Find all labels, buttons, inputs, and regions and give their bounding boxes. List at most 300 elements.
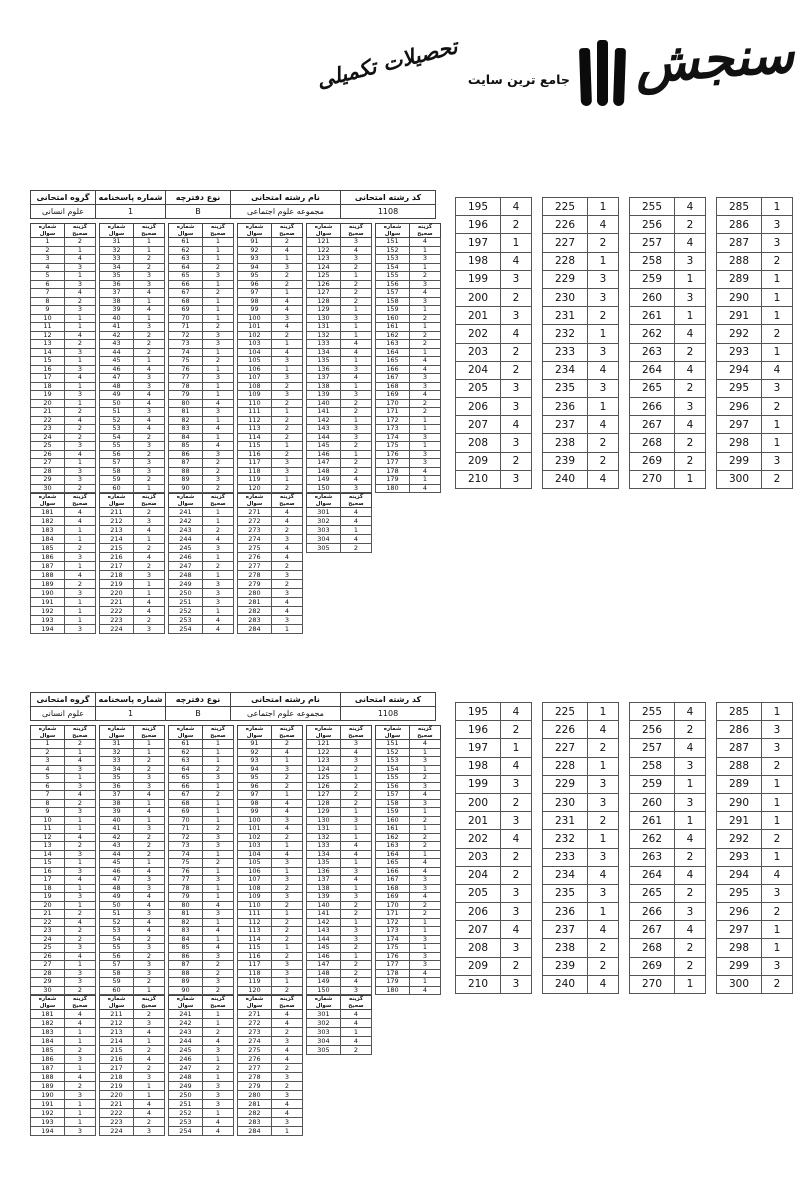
question-number-cell: 126 xyxy=(307,280,341,289)
question-number-cell: 11 xyxy=(31,323,65,332)
question-number-cell: 235 xyxy=(543,379,588,397)
question-number-cell: 25 xyxy=(31,944,65,953)
question-number-cell: 241 xyxy=(169,1010,203,1019)
correct-answer-cell: 4 xyxy=(410,867,441,876)
correct-answer-cell: 2 xyxy=(410,842,441,851)
question-number-cell: 261 xyxy=(630,812,675,830)
question-number-cell: 75 xyxy=(169,859,203,868)
question-number-cell: 116 xyxy=(238,952,272,961)
correct-answer-cell: 3 xyxy=(134,467,165,476)
question-number-cell: 52 xyxy=(100,918,134,927)
question-number-cell: 225 xyxy=(543,198,588,216)
correct-answer-cell: 1 xyxy=(588,757,619,775)
correct-answer-cell: 2 xyxy=(134,340,165,349)
question-number-cell: 78 xyxy=(169,382,203,391)
correct-answer-cell: 4 xyxy=(675,325,706,343)
question-number-cell: 94 xyxy=(238,765,272,774)
correct-answer-cell: 3 xyxy=(203,580,234,589)
correct-option-column-header: گزینه صحیح xyxy=(65,494,96,508)
correct-answer-cell: 2 xyxy=(272,918,303,927)
exam-info-label: گروه امتحانی xyxy=(31,191,96,205)
correct-answer-cell: 3 xyxy=(134,571,165,580)
correct-answer-cell: 4 xyxy=(501,416,532,434)
question-number-cell: 148 xyxy=(307,467,341,476)
correct-answer-cell: 4 xyxy=(134,289,165,298)
correct-answer-cell: 1 xyxy=(341,306,372,315)
question-number-cell: 297 xyxy=(717,416,762,434)
correct-answer-cell: 1 xyxy=(65,323,96,332)
question-number-cell: 70 xyxy=(169,816,203,825)
question-number-cell: 24 xyxy=(31,935,65,944)
correct-answer-cell: 1 xyxy=(65,1037,96,1046)
question-number-cell: 100 xyxy=(238,816,272,825)
correct-answer-cell: 1 xyxy=(203,740,234,749)
question-number-cell: 65 xyxy=(169,272,203,281)
question-number-cell: 165 xyxy=(376,357,410,366)
question-number-cell: 17 xyxy=(31,876,65,885)
correct-answer-cell: 3 xyxy=(588,343,619,361)
correct-answer-cell: 2 xyxy=(501,957,532,975)
correct-answer-cell: 2 xyxy=(762,903,793,921)
correct-answer-cell: 1 xyxy=(65,961,96,970)
question-number-cell: 22 xyxy=(31,416,65,425)
correct-answer-cell: 4 xyxy=(341,1037,372,1046)
question-number-cell: 14 xyxy=(31,850,65,859)
question-number-cell: 202 xyxy=(456,325,501,343)
correct-answer-cell: 3 xyxy=(341,484,372,493)
correct-answer-cell: 4 xyxy=(341,246,372,255)
answers-271-284 xyxy=(237,493,303,634)
question-number-cell: 28 xyxy=(31,969,65,978)
correct-answer-cell: 2 xyxy=(134,1064,165,1073)
correct-answer-cell: 1 xyxy=(203,306,234,315)
correct-answer-cell: 1 xyxy=(134,816,165,825)
question-number-cell: 33 xyxy=(100,757,134,766)
question-number-cell: 64 xyxy=(169,263,203,272)
question-number-cell: 128 xyxy=(307,297,341,306)
question-number-cell: 173 xyxy=(376,425,410,434)
correct-answer-cell: 3 xyxy=(501,939,532,957)
question-number-cell: 234 xyxy=(543,866,588,884)
question-number-cell: 302 xyxy=(307,517,341,526)
correct-answer-cell: 2 xyxy=(675,848,706,866)
correct-answer-cell: 1 xyxy=(341,1028,372,1037)
correct-answer-cell: 3 xyxy=(272,374,303,383)
correct-answer-cell: 2 xyxy=(501,866,532,884)
correct-answer-cell: 2 xyxy=(65,484,96,493)
question-number-cell: 48 xyxy=(100,884,134,893)
answers-301-305 xyxy=(306,995,372,1055)
correct-option-column-header: گزینه صحیح xyxy=(134,494,165,508)
question-number-cell: 72 xyxy=(169,331,203,340)
correct-answer-cell: 2 xyxy=(65,842,96,851)
correct-answer-cell: 1 xyxy=(65,825,96,834)
correct-answer-cell: 3 xyxy=(410,884,441,893)
correct-answer-cell: 1 xyxy=(203,391,234,400)
correct-answer-cell: 3 xyxy=(341,935,372,944)
question-number-cell: 289 xyxy=(717,270,762,288)
correct-option-column-header: گزینه صحیح xyxy=(203,224,234,238)
correct-answer-cell: 4 xyxy=(341,535,372,544)
question-number-cell: 258 xyxy=(630,757,675,775)
correct-answer-cell: 4 xyxy=(65,571,96,580)
question-number-cell: 165 xyxy=(376,859,410,868)
answers-151-180 xyxy=(375,725,441,995)
question-number-cell: 219 xyxy=(100,580,134,589)
correct-answer-cell: 4 xyxy=(341,1010,372,1019)
question-number-cell: 171 xyxy=(376,408,410,417)
correct-option-column-header: گزینه صحیح xyxy=(134,224,165,238)
correct-answer-cell: 4 xyxy=(134,1055,165,1064)
question-number-cell: 186 xyxy=(31,553,65,562)
question-number-cell: 183 xyxy=(31,1028,65,1037)
correct-answer-cell: 2 xyxy=(134,508,165,517)
exam-info-value: مجموعه علوم اجتماعی xyxy=(231,707,341,721)
question-number-cell: 117 xyxy=(238,961,272,970)
question-number-cell: 39 xyxy=(100,808,134,817)
question-number-cell: 42 xyxy=(100,833,134,842)
question-number-cell: 268 xyxy=(630,939,675,957)
question-number-cell: 19 xyxy=(31,391,65,400)
correct-answer-cell: 1 xyxy=(410,978,441,987)
question-number-cell: 298 xyxy=(717,939,762,957)
correct-answer-cell: 3 xyxy=(272,969,303,978)
question-number-cell: 228 xyxy=(543,757,588,775)
question-number-cell: 226 xyxy=(543,721,588,739)
correct-answer-cell: 4 xyxy=(341,842,372,851)
question-number-cell: 252 xyxy=(169,607,203,616)
question-number-cell: 5 xyxy=(31,774,65,783)
question-number-cell: 266 xyxy=(630,903,675,921)
correct-answer-cell: 1 xyxy=(410,918,441,927)
correct-answer-cell: 4 xyxy=(272,1019,303,1028)
question-number-cell: 176 xyxy=(376,450,410,459)
answers-1-30 xyxy=(30,223,96,493)
question-number-cell: 181 xyxy=(31,1010,65,1019)
question-number-cell: 295 xyxy=(717,379,762,397)
question-number-cell: 109 xyxy=(238,893,272,902)
question-number-cell: 201 xyxy=(456,307,501,325)
correct-answer-cell: 3 xyxy=(272,961,303,970)
question-number-column-header: شماره سوال xyxy=(169,494,203,508)
question-number-cell: 292 xyxy=(717,830,762,848)
correct-answer-cell: 3 xyxy=(65,280,96,289)
correct-answer-cell: 1 xyxy=(134,986,165,995)
correct-answer-cell: 2 xyxy=(675,434,706,452)
question-number-cell: 239 xyxy=(543,452,588,470)
question-number-cell: 10 xyxy=(31,314,65,323)
correct-answer-cell: 2 xyxy=(65,544,96,553)
question-number-cell: 45 xyxy=(100,859,134,868)
question-number-cell: 37 xyxy=(100,289,134,298)
correct-answer-cell: 1 xyxy=(65,382,96,391)
question-number-cell: 15 xyxy=(31,859,65,868)
question-number-cell: 290 xyxy=(717,288,762,306)
question-number-cell: 188 xyxy=(31,571,65,580)
correct-answer-cell: 1 xyxy=(410,476,441,485)
question-number-cell: 181 xyxy=(31,508,65,517)
question-number-cell: 280 xyxy=(238,1091,272,1100)
correct-answer-cell: 1 xyxy=(203,314,234,323)
correct-answer-cell: 1 xyxy=(675,307,706,325)
answers-91-120 xyxy=(237,223,303,493)
answers-31-60 xyxy=(99,725,165,995)
question-number-cell: 137 xyxy=(307,374,341,383)
question-number-cell: 190 xyxy=(31,1091,65,1100)
question-number-cell: 4 xyxy=(31,263,65,272)
correct-answer-cell: 2 xyxy=(272,935,303,944)
question-number-cell: 129 xyxy=(307,808,341,817)
correct-answer-cell: 4 xyxy=(272,1010,303,1019)
question-number-cell: 172 xyxy=(376,416,410,425)
correct-answer-cell: 4 xyxy=(203,927,234,936)
correct-answer-cell: 3 xyxy=(203,1091,234,1100)
correct-answer-cell: 3 xyxy=(272,535,303,544)
correct-answer-cell: 2 xyxy=(134,765,165,774)
question-number-cell: 260 xyxy=(630,793,675,811)
correct-answer-cell: 3 xyxy=(501,379,532,397)
question-number-column-header: شماره سوال xyxy=(238,494,272,508)
correct-answer-cell: 3 xyxy=(501,307,532,325)
correct-answer-cell: 1 xyxy=(203,416,234,425)
question-number-cell: 202 xyxy=(456,830,501,848)
correct-answer-cell: 3 xyxy=(762,234,793,252)
correct-answer-cell: 2 xyxy=(272,450,303,459)
correct-answer-cell: 1 xyxy=(341,382,372,391)
question-number-cell: 182 xyxy=(31,517,65,526)
correct-answer-cell: 1 xyxy=(65,607,96,616)
correct-option-column-header: گزینه صحیح xyxy=(134,726,165,740)
question-number-cell: 100 xyxy=(238,314,272,323)
correct-answer-cell: 3 xyxy=(203,450,234,459)
question-number-cell: 189 xyxy=(31,1082,65,1091)
correct-answer-cell: 4 xyxy=(588,721,619,739)
correct-answer-cell: 1 xyxy=(675,975,706,993)
correct-answer-cell: 3 xyxy=(134,944,165,953)
question-number-cell: 277 xyxy=(238,562,272,571)
correct-answer-cell: 2 xyxy=(134,348,165,357)
correct-answer-cell: 2 xyxy=(410,331,441,340)
correct-answer-cell: 2 xyxy=(65,580,96,589)
correct-answer-cell: 4 xyxy=(588,470,619,488)
question-number-cell: 254 xyxy=(169,625,203,634)
question-number-cell: 247 xyxy=(169,562,203,571)
question-number-cell: 95 xyxy=(238,774,272,783)
question-number-cell: 229 xyxy=(543,270,588,288)
question-number-cell: 223 xyxy=(100,616,134,625)
question-number-cell: 245 xyxy=(169,1046,203,1055)
question-number-cell: 23 xyxy=(31,927,65,936)
correct-answer-cell: 3 xyxy=(272,357,303,366)
question-number-cell: 148 xyxy=(307,969,341,978)
question-number-cell: 171 xyxy=(376,910,410,919)
correct-answer-cell: 1 xyxy=(272,365,303,374)
question-number-cell: 134 xyxy=(307,348,341,357)
question-number-cell: 175 xyxy=(376,944,410,953)
correct-answer-cell: 4 xyxy=(341,476,372,485)
answers-285-300 xyxy=(716,702,793,994)
correct-answer-cell: 2 xyxy=(341,791,372,800)
correct-answer-cell: 3 xyxy=(272,876,303,885)
question-number-cell: 294 xyxy=(717,361,762,379)
question-number-cell: 215 xyxy=(100,1046,134,1055)
question-number-column-header: شماره سوال xyxy=(100,996,134,1010)
correct-answer-cell: 2 xyxy=(675,957,706,975)
question-number-cell: 112 xyxy=(238,416,272,425)
correct-answer-cell: 2 xyxy=(410,272,441,281)
question-number-cell: 1 xyxy=(31,740,65,749)
correct-answer-cell: 3 xyxy=(501,884,532,902)
question-number-cell: 269 xyxy=(630,957,675,975)
correct-answer-cell: 2 xyxy=(203,986,234,995)
correct-answer-cell: 4 xyxy=(588,921,619,939)
correct-answer-cell: 2 xyxy=(65,1046,96,1055)
correct-answer-cell: 1 xyxy=(65,598,96,607)
question-number-cell: 62 xyxy=(169,748,203,757)
question-number-cell: 40 xyxy=(100,816,134,825)
question-number-cell: 247 xyxy=(169,1064,203,1073)
correct-answer-cell: 1 xyxy=(410,263,441,272)
question-number-cell: 59 xyxy=(100,476,134,485)
question-number-cell: 300 xyxy=(717,470,762,488)
correct-answer-cell: 3 xyxy=(588,884,619,902)
question-number-cell: 168 xyxy=(376,382,410,391)
question-number-cell: 71 xyxy=(169,825,203,834)
question-number-cell: 301 xyxy=(307,508,341,517)
correct-answer-cell: 2 xyxy=(588,434,619,452)
correct-answer-cell: 1 xyxy=(410,825,441,834)
correct-answer-cell: 3 xyxy=(203,842,234,851)
question-number-cell: 109 xyxy=(238,391,272,400)
correct-answer-cell: 1 xyxy=(134,238,165,247)
correct-answer-cell: 2 xyxy=(134,255,165,264)
question-number-cell: 212 xyxy=(100,517,134,526)
correct-answer-cell: 1 xyxy=(65,748,96,757)
question-number-cell: 291 xyxy=(717,307,762,325)
question-number-cell: 228 xyxy=(543,252,588,270)
question-number-cell: 117 xyxy=(238,459,272,468)
correct-answer-cell: 4 xyxy=(272,825,303,834)
correct-answer-cell: 4 xyxy=(410,859,441,868)
question-number-cell: 265 xyxy=(630,379,675,397)
question-number-cell: 267 xyxy=(630,921,675,939)
question-number-cell: 30 xyxy=(31,484,65,493)
correct-answer-cell: 2 xyxy=(203,765,234,774)
correct-answer-cell: 2 xyxy=(203,484,234,493)
question-number-cell: 154 xyxy=(376,263,410,272)
question-number-cell: 255 xyxy=(630,703,675,721)
correct-answer-cell: 3 xyxy=(134,1127,165,1136)
correct-answer-cell: 2 xyxy=(65,799,96,808)
question-number-cell: 98 xyxy=(238,799,272,808)
question-number-cell: 106 xyxy=(238,365,272,374)
logo-tagline-plain: جامع ترین سایت xyxy=(467,72,570,87)
question-number-cell: 76 xyxy=(169,365,203,374)
correct-answer-cell: 2 xyxy=(203,289,234,298)
correct-answer-cell: 2 xyxy=(134,331,165,340)
question-number-cell: 260 xyxy=(630,288,675,306)
question-number-cell: 175 xyxy=(376,442,410,451)
question-number-cell: 58 xyxy=(100,467,134,476)
question-number-cell: 9 xyxy=(31,808,65,817)
correct-answer-cell: 2 xyxy=(762,470,793,488)
correct-answer-cell: 3 xyxy=(65,969,96,978)
question-number-cell: 10 xyxy=(31,816,65,825)
correct-answer-cell: 1 xyxy=(203,348,234,357)
correct-answer-cell: 3 xyxy=(65,1055,96,1064)
correct-answer-cell: 4 xyxy=(272,607,303,616)
correct-answer-cell: 2 xyxy=(134,842,165,851)
answers-121-150 xyxy=(306,725,372,995)
question-number-cell: 160 xyxy=(376,816,410,825)
correct-answer-cell: 1 xyxy=(272,408,303,417)
correct-answer-cell: 1 xyxy=(203,255,234,264)
question-number-cell: 75 xyxy=(169,357,203,366)
correct-answer-cell: 4 xyxy=(134,918,165,927)
correct-answer-cell: 2 xyxy=(272,526,303,535)
question-number-cell: 149 xyxy=(307,978,341,987)
correct-answer-cell: 4 xyxy=(272,306,303,315)
question-number-cell: 121 xyxy=(307,238,341,247)
question-number-cell: 210 xyxy=(456,470,501,488)
correct-answer-cell: 2 xyxy=(134,978,165,987)
question-number-cell: 57 xyxy=(100,961,134,970)
correct-option-column-header: گزینه صحیح xyxy=(203,996,234,1010)
question-number-cell: 217 xyxy=(100,1064,134,1073)
correct-answer-cell: 1 xyxy=(762,416,793,434)
correct-answer-cell: 1 xyxy=(272,476,303,485)
question-number-cell: 237 xyxy=(543,921,588,939)
question-number-column-header: شماره سوال xyxy=(31,996,65,1010)
question-number-cell: 275 xyxy=(238,544,272,553)
question-number-cell: 53 xyxy=(100,927,134,936)
correct-answer-cell: 2 xyxy=(65,238,96,247)
question-number-cell: 150 xyxy=(307,484,341,493)
correct-answer-cell: 1 xyxy=(341,450,372,459)
correct-answer-cell: 2 xyxy=(675,939,706,957)
question-number-cell: 245 xyxy=(169,544,203,553)
correct-answer-cell: 3 xyxy=(134,625,165,634)
question-number-cell: 39 xyxy=(100,306,134,315)
question-number-cell: 124 xyxy=(307,263,341,272)
question-number-cell: 229 xyxy=(543,775,588,793)
correct-answer-cell: 4 xyxy=(272,808,303,817)
correct-answer-cell: 2 xyxy=(272,580,303,589)
question-number-cell: 170 xyxy=(376,901,410,910)
answers-91-120 xyxy=(237,725,303,995)
question-number-cell: 257 xyxy=(630,234,675,252)
correct-answer-cell: 3 xyxy=(341,255,372,264)
question-number-cell: 108 xyxy=(238,884,272,893)
correct-answer-cell: 4 xyxy=(134,391,165,400)
question-number-cell: 273 xyxy=(238,526,272,535)
answers-225-240 xyxy=(542,702,619,994)
correct-answer-cell: 4 xyxy=(588,361,619,379)
question-number-cell: 108 xyxy=(238,382,272,391)
question-number-cell: 21 xyxy=(31,910,65,919)
correct-answer-cell: 1 xyxy=(410,246,441,255)
question-number-cell: 287 xyxy=(717,234,762,252)
correct-answer-cell: 2 xyxy=(272,416,303,425)
question-number-cell: 120 xyxy=(238,986,272,995)
correct-answer-cell: 1 xyxy=(341,833,372,842)
question-number-cell: 145 xyxy=(307,442,341,451)
correct-answer-cell: 4 xyxy=(341,748,372,757)
exam-info-label: کد رشته امتحانی xyxy=(341,191,436,205)
question-number-cell: 50 xyxy=(100,399,134,408)
correct-answer-cell: 3 xyxy=(588,379,619,397)
correct-answer-cell: 2 xyxy=(203,562,234,571)
